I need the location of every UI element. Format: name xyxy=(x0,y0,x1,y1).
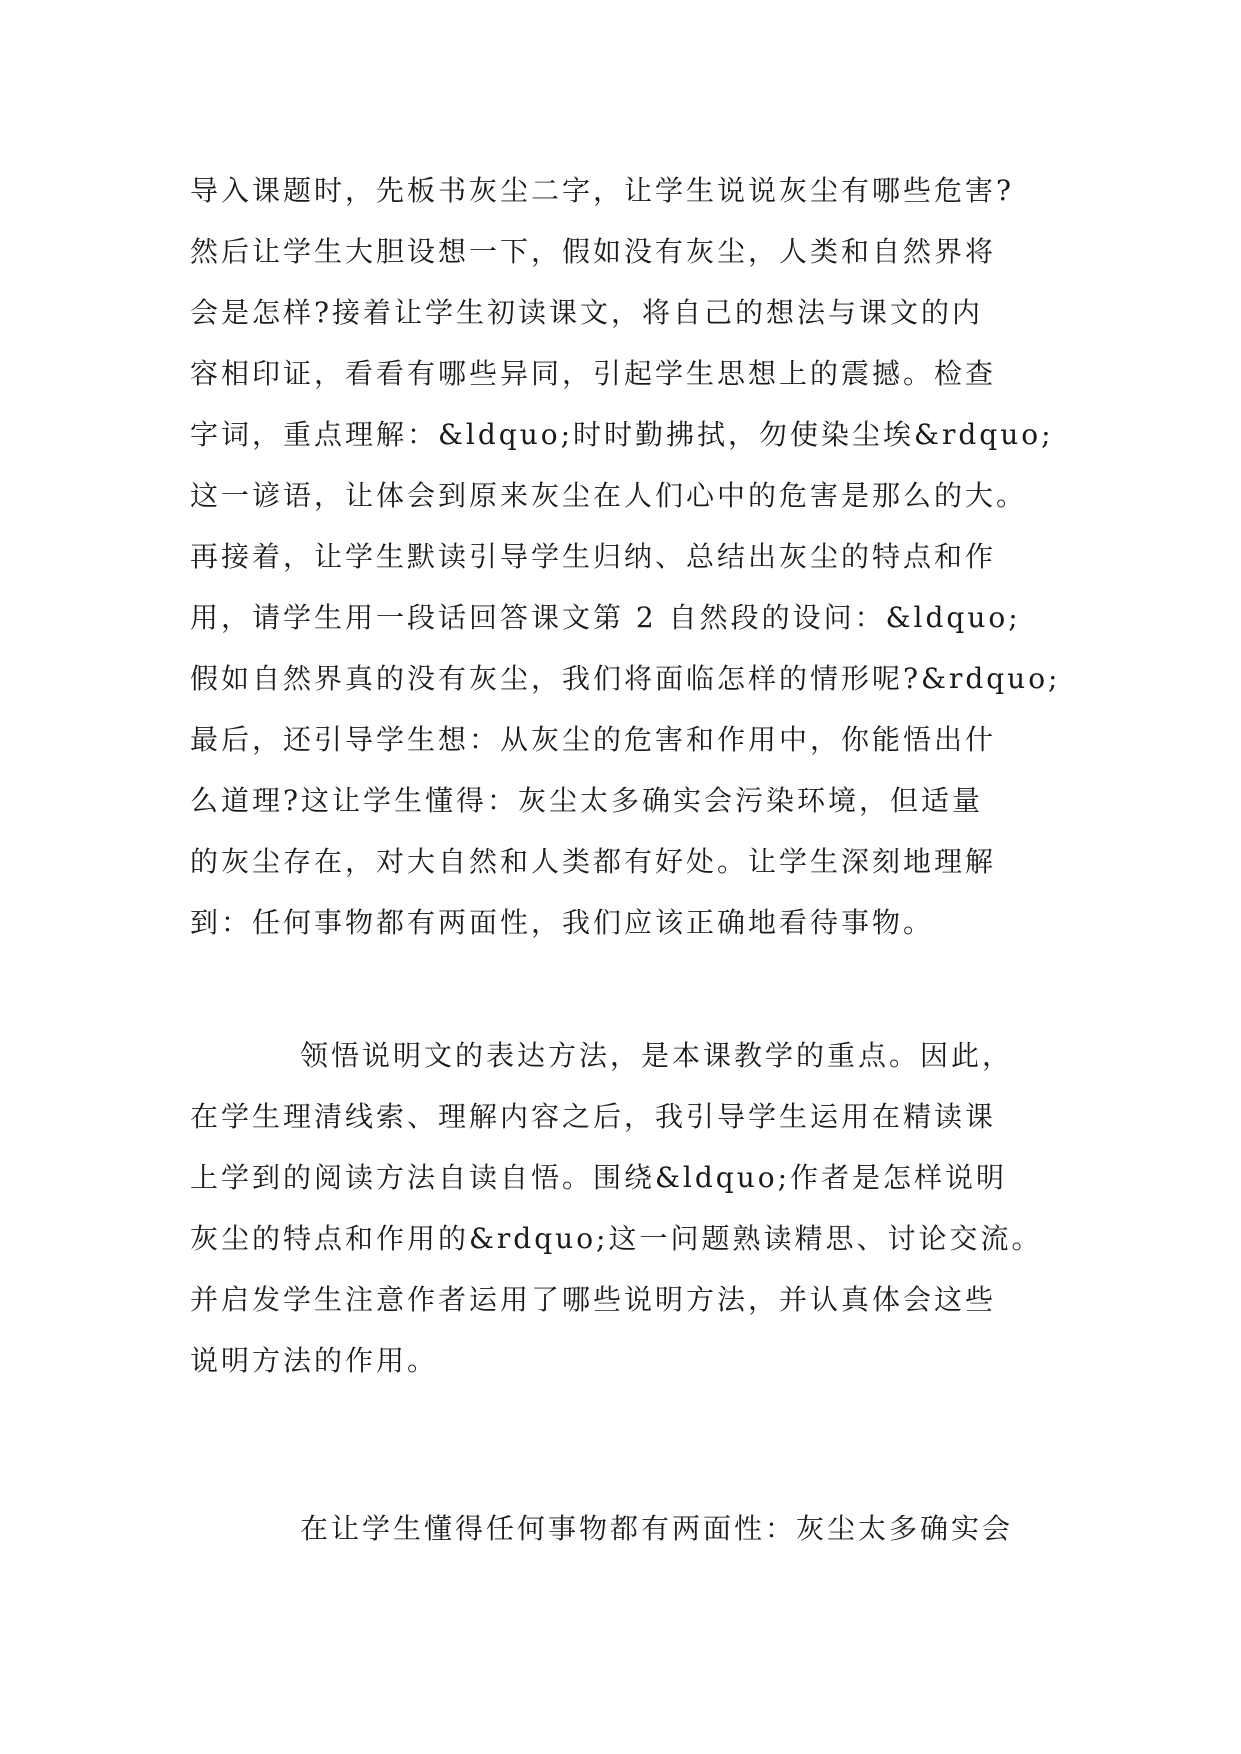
text-line: 最后，还引导学生想：从灰尘的危害和作用中，你能悟出什 xyxy=(190,723,997,756)
text-line: 容相印证，看看有哪些异同，引起学生思想上的震撼。检查 xyxy=(190,357,997,390)
text-line: 再接着，让学生默读引导学生归纳、总结出灰尘的特点和作 xyxy=(190,540,997,573)
text-line: 用，请学生用一段话回答课文第 2 自然段的设问：&ldquo; xyxy=(190,601,1021,634)
text-line: 假如自然界真的没有灰尘，我们将面临怎样的情形呢?&rdquo; xyxy=(190,662,1061,695)
text-line: 到：任何事物都有两面性，我们应该正确地看待事物。 xyxy=(190,906,935,939)
text-line: 然后让学生大胆设想一下，假如没有灰尘，人类和自然界将 xyxy=(190,235,997,268)
text-line: 上学到的阅读方法自读自悟。围绕&ldquo;作者是怎样说明 xyxy=(190,1161,1008,1194)
text-line: 会是怎样?接着让学生初读课文，将自己的想法与课文的内 xyxy=(190,296,984,329)
text-line: 领悟说明文的表达方法，是本课教学的重点。因此， xyxy=(300,1039,1014,1072)
text-line: 在让学生懂得任何事物都有两面性：灰尘太多确实会 xyxy=(300,1512,1014,1545)
text-line: 字词，重点理解：&ldquo;时时勤拂拭，勿使染尘埃&rdquo; xyxy=(190,418,1054,451)
text-line: 灰尘的特点和作用的&rdquo;这一问题熟读精思、讨论交流。 xyxy=(190,1222,1043,1255)
paragraph-two-sides xyxy=(190,1498,1060,1559)
paragraph-lesson-intro xyxy=(190,160,1060,953)
text-line: 导入课题时，先板书灰尘二字，让学生说说灰尘有哪些危害? xyxy=(190,174,1015,207)
text-line: 的灰尘存在，对大自然和人类都有好处。让学生深刻地理解 xyxy=(190,845,997,878)
text-line: 么道理?这让学生懂得：灰尘太多确实会污染环境，但适量 xyxy=(190,784,984,817)
text-line: 说明方法的作用。 xyxy=(190,1344,439,1377)
paragraph-expository-method xyxy=(190,1025,1060,1391)
text-line: 并启发学生注意作者运用了哪些说明方法，并认真体会这些 xyxy=(190,1283,997,1316)
text-line: 在学生理清线索、理解内容之后，我引导学生运用在精读课 xyxy=(190,1100,997,1133)
text-line: 这一谚语，让体会到原来灰尘在人们心中的危害是那么的大。 xyxy=(190,479,1028,512)
